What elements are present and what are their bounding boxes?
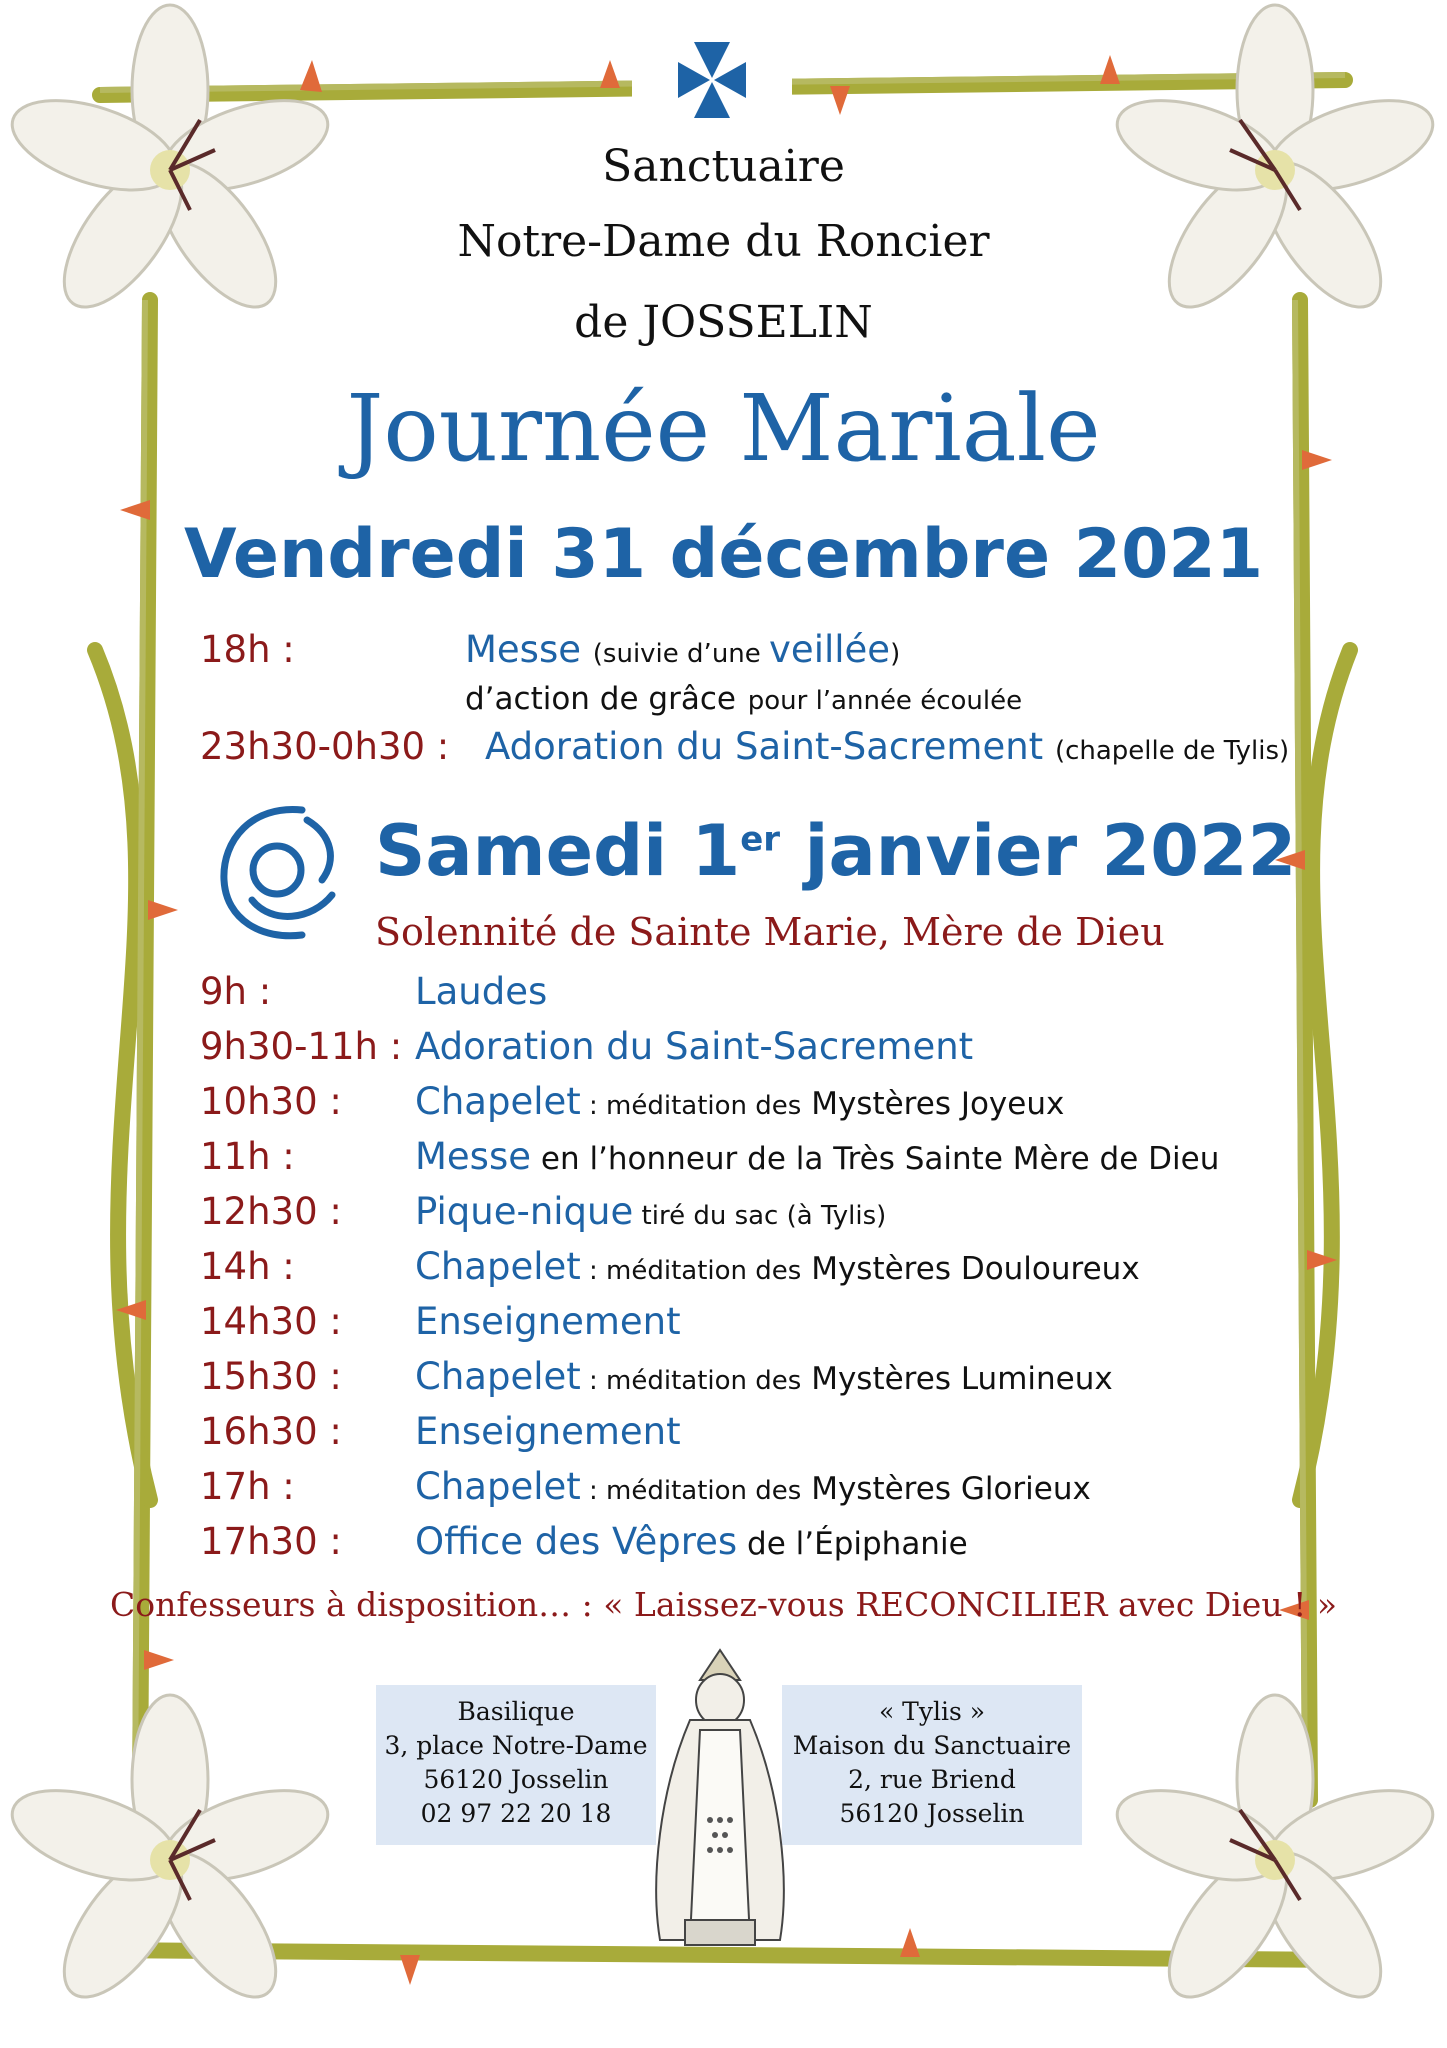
event-note: (suivie d’une bbox=[592, 639, 770, 669]
event-detail: de l’Épiphanie bbox=[737, 1526, 968, 1562]
event-time: 14h30 : bbox=[200, 1300, 342, 1343]
event-activity: Pique-nique bbox=[415, 1190, 634, 1233]
event-note: : méditation des bbox=[580, 1091, 802, 1121]
address-line: 3, place Notre-Dame bbox=[384, 1731, 648, 1760]
address-line: Basilique bbox=[457, 1697, 575, 1726]
event-time: 23h30-0h30 : bbox=[200, 725, 450, 768]
event-detail-small: pour l’année écoulée bbox=[747, 686, 1023, 716]
address-tylis bbox=[782, 1685, 1082, 1845]
address-line: 2, rue Briend bbox=[848, 1765, 1016, 1794]
event-activity: Chapelet bbox=[415, 1080, 581, 1123]
event-detail: Mystères Joyeux bbox=[801, 1086, 1065, 1122]
event-note-end: ) bbox=[890, 639, 901, 669]
address-basilique bbox=[376, 1685, 656, 1845]
event-activity: Chapelet bbox=[415, 1245, 581, 1288]
event-activity: Messe bbox=[415, 1135, 532, 1178]
event-note-highlight: veillée bbox=[769, 628, 891, 671]
address-line: 56120 Josselin bbox=[423, 1765, 609, 1794]
virgin-statue-image bbox=[630, 1640, 810, 1950]
event-activity: Chapelet bbox=[415, 1465, 581, 1508]
saturday-date-rest: janvier 2022 bbox=[780, 810, 1297, 892]
event-note: tiré du sac (à Tylis) bbox=[633, 1201, 887, 1231]
phone-number: 02 97 22 20 18 bbox=[420, 1799, 612, 1828]
event-detail: Mystères Glorieux bbox=[801, 1471, 1091, 1507]
saturday-date-main: Samedi 1 bbox=[375, 810, 741, 892]
header-sanctuary: Sanctuaire bbox=[602, 141, 845, 192]
friday-date: Vendredi 31 décembre 2021 bbox=[183, 515, 1264, 594]
saturday-date-sup: er bbox=[740, 819, 781, 860]
event-time: 11h : bbox=[200, 1135, 295, 1178]
event-activity: Office des Vêpres bbox=[415, 1520, 738, 1563]
event-detail: Mystères Lumineux bbox=[801, 1361, 1113, 1397]
event-time: 12h30 : bbox=[200, 1190, 342, 1233]
event-note: : méditation des bbox=[580, 1256, 802, 1286]
event-time: 15h30 : bbox=[200, 1355, 342, 1398]
event-time: 14h : bbox=[200, 1245, 295, 1288]
event-time: 10h30 : bbox=[200, 1080, 342, 1123]
event-detail: en l’honneur de la Très Sainte Mère de Dieu bbox=[531, 1141, 1220, 1177]
address-line: 56120 Josselin bbox=[839, 1799, 1025, 1828]
event-note: (chapelle de Tylis) bbox=[1054, 736, 1290, 766]
friday-event-1-line2 bbox=[465, 675, 1022, 718]
event-time: 16h30 : bbox=[200, 1410, 342, 1453]
event-activity: Messe bbox=[465, 628, 582, 671]
event-time: 9h30-11h : bbox=[200, 1025, 403, 1068]
event-activity: Enseignement bbox=[415, 1410, 681, 1453]
event-activity: Chapelet bbox=[415, 1355, 581, 1398]
event-time: 17h : bbox=[200, 1465, 295, 1508]
confession-note: Confesseurs à disposition… : « Laissez-vous RECONCILIER avec Dieu ! » bbox=[109, 1585, 1338, 1624]
mother-child-logo bbox=[212, 800, 352, 950]
event-time: 17h30 : bbox=[200, 1520, 342, 1563]
event-note: : méditation des bbox=[580, 1476, 802, 1506]
event-note: : méditation des bbox=[580, 1366, 802, 1396]
event-activity: Adoration du Saint-Sacrement bbox=[415, 1025, 974, 1068]
event-detail: d’action de grâce bbox=[465, 681, 736, 717]
event-activity: Adoration du Saint-Sacrement bbox=[485, 725, 1044, 768]
event-activity: Laudes bbox=[415, 970, 548, 1013]
event-time: 18h : bbox=[200, 628, 295, 671]
page-title: Journée Mariale bbox=[346, 375, 1101, 482]
event-activity: Enseignement bbox=[415, 1300, 681, 1343]
cross-icon bbox=[632, 30, 792, 130]
header-josselin: de JOSSELIN bbox=[574, 297, 873, 348]
event-detail: Mystères Douloureux bbox=[801, 1251, 1140, 1287]
cross-emblem bbox=[632, 30, 792, 130]
header-notre-dame: Notre-Dame du Roncier bbox=[457, 216, 990, 267]
saturday-subtitle: Solennité de Sainte Marie, Mère de Dieu bbox=[375, 910, 1165, 954]
address-line: « Tylis » bbox=[878, 1697, 986, 1726]
event-time: 9h : bbox=[200, 970, 272, 1013]
address-line: Maison du Sanctuaire bbox=[792, 1731, 1072, 1760]
saturday-date bbox=[375, 810, 1296, 892]
